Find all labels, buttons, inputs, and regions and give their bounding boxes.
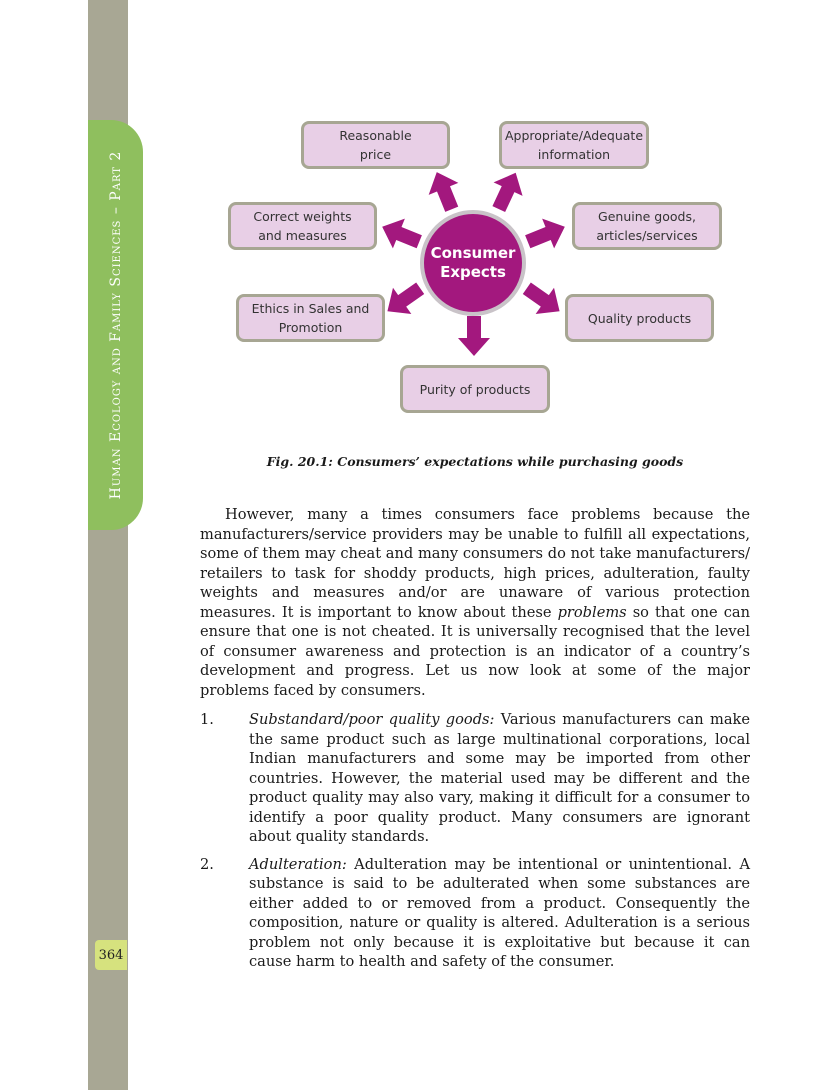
box-appropriate-information: Appropriate/Adequate information [499, 121, 649, 169]
book-title: Human Ecology and Family Sciences – Part 2 [108, 150, 124, 500]
box-quality-products: Quality products [565, 294, 714, 342]
arrow-appropriate-information [484, 166, 530, 216]
box-reasonable-price: Reasonable price [301, 121, 450, 169]
box-correct-weights: Correct weights and measures [228, 202, 377, 250]
body-text [200, 505, 750, 980]
intro-paragraph: However, many a times consumers face problems because the manufacturers/service providers may be unable to fulfill all expectations, some of them may cheat and many consumers do not take manufacturers/ retailers to task for shoddy products, high prices, adulteration, faulty weights and measures and/or are unaware of various protection measures. It is important to know about these problems so that one can ensure that one is not cheated. It is universally recognised that the level of consumer awareness and protection is an indicator of a country’s development and progress. Let us now look at some of the major problems faced by consumers. [200, 506, 750, 699]
consumer-expects-circle: Consumer Expects [420, 210, 526, 316]
page-number: 364 [95, 940, 127, 970]
arrow-correct-weights [376, 212, 425, 257]
figure-caption: Fig. 20.1: Consumers’ expectations while purchasing goods [266, 454, 684, 469]
list-item-term: Adulteration: [249, 855, 347, 873]
arrow-purity-products [458, 316, 490, 356]
list-item-term: Substandard/poor quality goods: [249, 711, 495, 728]
box-genuine-goods: Genuine goods, articles/services [572, 202, 722, 250]
list-item-text: Adulteration may be intentional or unintentional. A substance is said to be adulterated when some substances are either added to or removed from a product. Consequently the composition, nature or quality is altered. Adulteration is a serious problem not only because it is exploitative but because it can cause harm to health and safety of the consumer. [249, 855, 750, 970]
list-item [200, 710, 750, 847]
list-item-number: 1. [200, 711, 214, 728]
box-ethics-sales: Ethics in Sales and Promotion [236, 294, 385, 342]
arrow-reasonable-price [422, 166, 467, 215]
consumer-expectations-diagram [0, 0, 825, 440]
list-item-text: Various manufacturers can make the same product such as large multinational corporations, local Indian manufacturers and some may be imported from other countries. However, the material used may be different and the product quality may also vary, making it difficult for a consumer to identify a poor quality product. Many consumers are ignorant about quality standards. [249, 711, 750, 845]
list-item-number: 2. [200, 855, 214, 873]
problems-list [200, 710, 750, 972]
arrow-ethics-sales [378, 275, 429, 324]
arrow-quality-products [518, 275, 569, 324]
arrow-genuine-goods [522, 212, 571, 257]
list-item [200, 855, 750, 972]
box-purity-products: Purity of products [400, 365, 550, 413]
